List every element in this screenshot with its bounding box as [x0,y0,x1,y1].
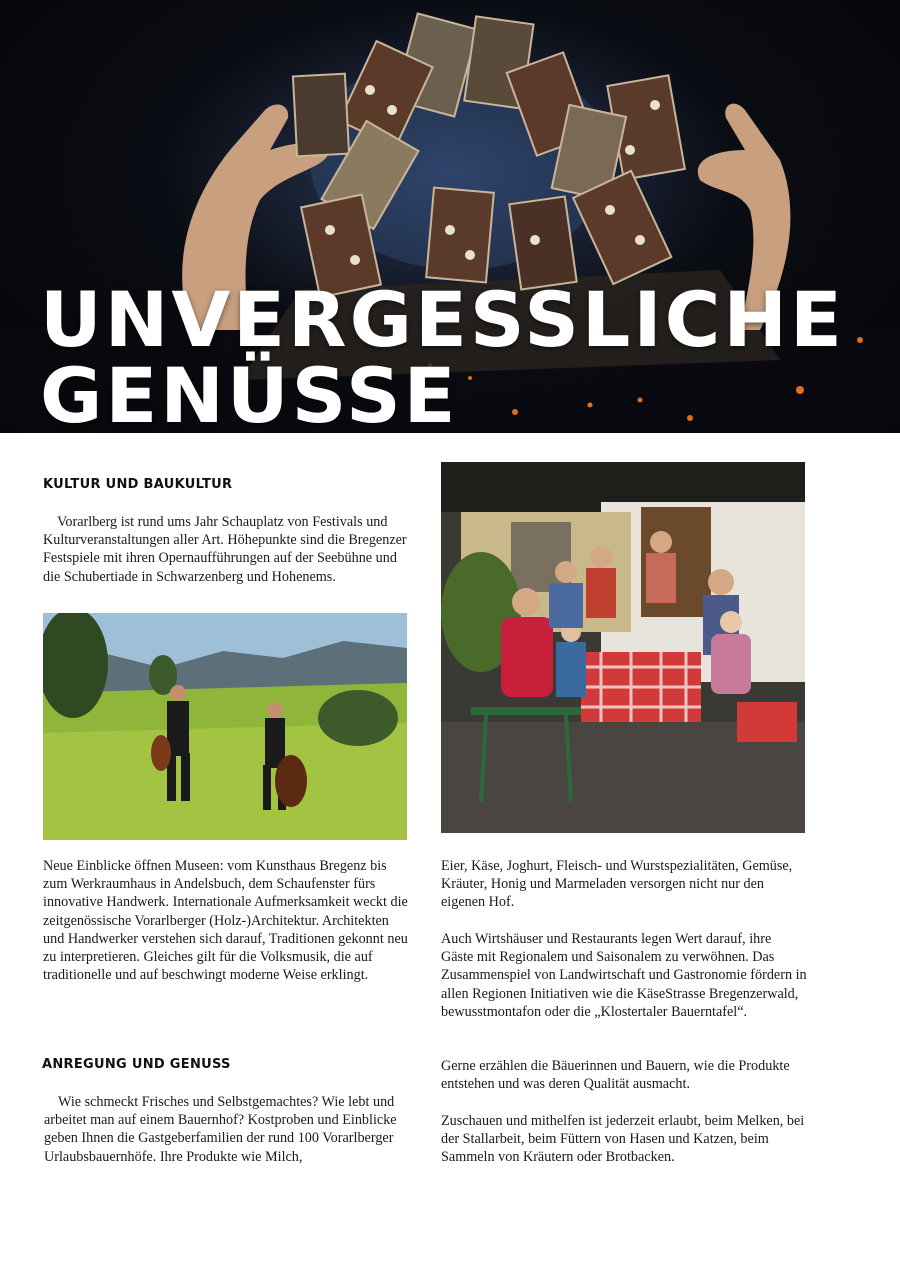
paragraph-qualitaet: Gerne erzählen die Bäuerinnen und Bauern, wie die Produkte entstehen und was deren Qualität ausmacht. [441,1058,790,1093]
family-dining-photo [441,462,805,833]
paragraph-genuss-intro: Wie schmeckt Frisches und Selbstgemachtes? Wie lebt und arbeitet man auf einem Bauernhof? Kostproben und Einblicke geben Ihnen die Gastgeberfamilien der rund 100 Vorarlberger Urlaubsbauernhöfe. Ihre Produkte wie Milch, [44,1094,397,1165]
page-title [40,275,845,433]
section-heading-kultur: KULTUR UND BAUKULTUR [43,477,233,492]
title-line-2: GENÜSSE [40,351,459,433]
hero-image [0,0,900,433]
musicians-photo [43,613,407,840]
paragraph-museen: Neue Einblicke öffnen Museen: vom Kunsthaus Bregenz bis zum Werkraumhaus in Andelsbuch, dem Schaufenster fürs innovative Handwerk. Internationale Aufmerksamkeit weckt die zeitgenössische Vorarlberger (Holz-)Architektur. Architekten und Handwerker verstehen sich darauf, Traditionen gekonnt neu zu interpretieren. Gleiches gilt für die Volksmusik, die auf traditionelle und auf beschwingt moderne Weise erklingt. [43,858,408,984]
section-heading-genuss: ANREGUNG UND GENUSS [42,1057,231,1072]
paragraph-kultur-intro: Vorarlberg ist rund ums Jahr Schauplatz von Festivals und Kulturveranstaltungen aller Art. Höhepunkte sind die Bregenzer Festspiele mit ihren Opernaufführungen auf der Seebühne und die Schubertiade in Schwarzenberg und Hohenems. [43,514,407,585]
paragraph-mithelfen: Zuschauen und mithelfen ist jederzeit erlaubt, beim Melken, bei der Stallarbeit, beim Füttern von Hasen und Katzen, beim Sammeln von Kräutern oder Brotbacken. [441,1113,805,1166]
paragraph-wirtshaeuser: Auch Wirtshäuser und Restaurants legen Wert darauf, ihre Gäste mit Regionalem und Saisonalem zu verwöhnen. Das Zusammenspiel von Landwirtschaft und Gastronomie fördern in allen Regionen Initiativen wie die KäseStrasse Bregenzerwald, bewusstmontafon oder die „Klostertaler Bauerntafel“. [441,931,807,1020]
title-line-1: UNVERGESSLICHE [40,275,845,364]
paragraph-produkte: Eier, Käse, Joghurt, Fleisch- und Wurstspezialitäten, Gemüse, Kräuter, Honig und Marmeladen versorgen nicht nur den eigenen Hof. [441,858,793,911]
